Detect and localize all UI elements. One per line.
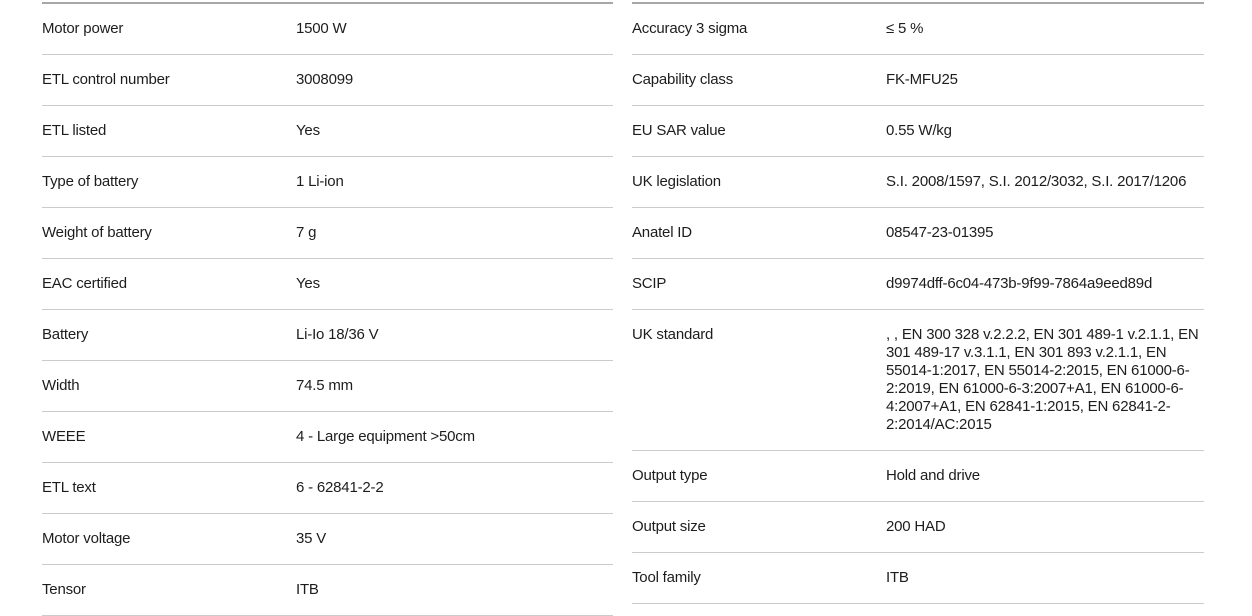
spec-label: ETL listed xyxy=(42,122,107,139)
spec-table-right xyxy=(632,2,1204,604)
spec-row xyxy=(42,310,613,361)
spec-value: 7 g xyxy=(296,224,317,241)
spec-label: ETL control number xyxy=(42,71,170,88)
spec-label: Accuracy 3 sigma xyxy=(632,20,748,37)
spec-value: ≤ 5 % xyxy=(886,20,924,37)
spec-label: Output type xyxy=(632,467,708,484)
spec-table-left xyxy=(42,2,613,616)
spec-value: 200 HAD xyxy=(886,518,946,535)
spec-value: 35 V xyxy=(296,530,327,547)
spec-value: , , EN 300 328 v.2.2.2, EN 301 489-1 v.2.1.1, EN 301 489-17 v.3.1.1, EN 301 893 v.2.1.1, EN 55014-1:2017, EN 55014-2:2015, EN 61000-6-2:2019, EN 61000-6-3:2007+A1, EN 61000-6-4:2007+A1, EN 62841-1:2015, EN 62841-2-2:2014/AC:2015 xyxy=(886,326,1199,433)
spec-value: 1500 W xyxy=(296,20,347,37)
spec-row xyxy=(42,565,613,616)
spec-value: FK-MFU25 xyxy=(886,71,958,88)
spec-value: S.I. 2008/1597, S.I. 2012/3032, S.I. 2017/1206 xyxy=(886,173,1187,190)
spec-value: 74.5 mm xyxy=(296,377,353,394)
spec-row xyxy=(42,463,613,514)
spec-value: 6 - 62841-2-2 xyxy=(296,479,384,496)
spec-value: 3008099 xyxy=(296,71,353,88)
spec-row xyxy=(632,106,1204,157)
spec-value: Li-Io 18/36 V xyxy=(296,326,379,343)
spec-row xyxy=(632,259,1204,310)
spec-value: d9974dff-6c04-473b-9f99-7864a9eed89d xyxy=(886,275,1153,292)
spec-value: Yes xyxy=(296,122,320,139)
spec-value: 08547-23-01395 xyxy=(886,224,994,241)
spec-row xyxy=(42,514,613,565)
spec-row xyxy=(632,502,1204,553)
spec-row xyxy=(42,208,613,259)
spec-row xyxy=(42,4,613,55)
spec-value: Hold and drive xyxy=(886,467,980,484)
spec-label: Motor power xyxy=(42,20,124,37)
spec-value: 4 - Large equipment >50cm xyxy=(296,428,475,445)
spec-row xyxy=(42,106,613,157)
spec-row xyxy=(42,361,613,412)
spec-label: Tensor xyxy=(42,581,86,598)
spec-label: Anatel ID xyxy=(632,224,692,241)
spec-label: UK legislation xyxy=(632,173,721,190)
spec-value: ITB xyxy=(886,569,909,586)
spec-label: Weight of battery xyxy=(42,224,152,241)
spec-label: EU SAR value xyxy=(632,122,726,139)
spec-label: Tool family xyxy=(632,569,701,586)
spec-row xyxy=(42,259,613,310)
spec-row xyxy=(42,55,613,106)
spec-label: Width xyxy=(42,377,80,394)
spec-value: 1 Li-ion xyxy=(296,173,344,190)
spec-row xyxy=(632,553,1204,604)
spec-row xyxy=(632,55,1204,106)
spec-row xyxy=(632,310,1204,451)
spec-label: WEEE xyxy=(42,428,86,445)
spec-row xyxy=(632,208,1204,259)
spec-label: Type of battery xyxy=(42,173,139,190)
spec-value: ITB xyxy=(296,581,319,598)
spec-row xyxy=(632,4,1204,55)
spec-label: Battery xyxy=(42,326,89,343)
spec-label: Motor voltage xyxy=(42,530,131,547)
spec-value: 0.55 W/kg xyxy=(886,122,952,139)
spec-row xyxy=(42,412,613,463)
spec-label: ETL text xyxy=(42,479,96,496)
spec-row xyxy=(632,451,1204,502)
spec-label: Capability class xyxy=(632,71,734,88)
spec-label: SCIP xyxy=(632,275,667,292)
spec-label: EAC certified xyxy=(42,275,127,292)
spec-row xyxy=(42,157,613,208)
spec-value: Yes xyxy=(296,275,320,292)
spec-label: Output size xyxy=(632,518,706,535)
spec-label: UK standard xyxy=(632,326,714,343)
spec-row xyxy=(632,157,1204,208)
